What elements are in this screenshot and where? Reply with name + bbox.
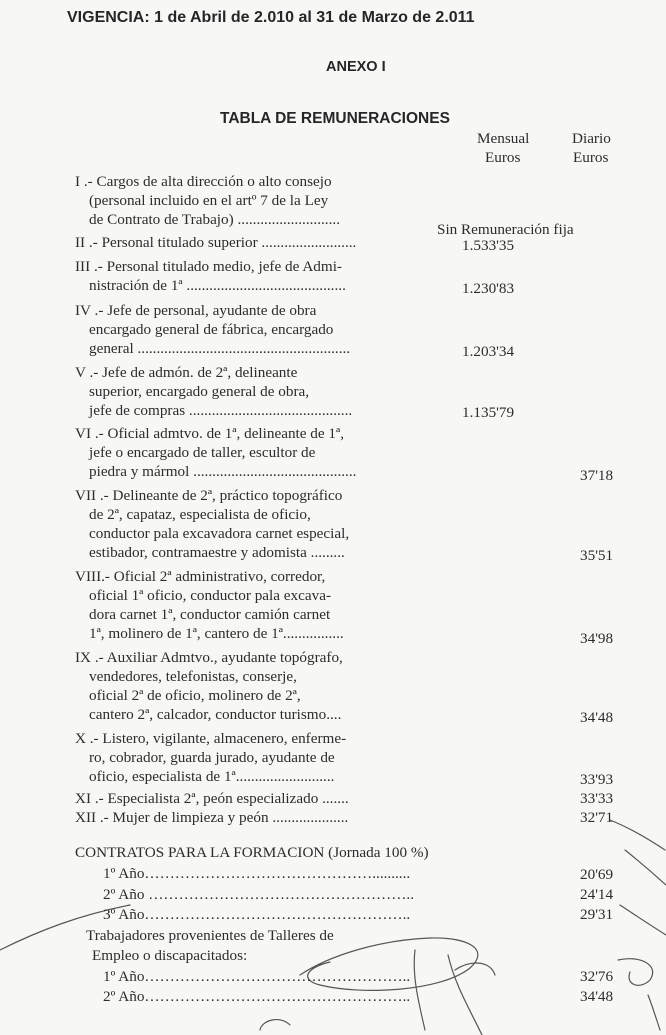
mensual-value: 1.135'79 [462,404,515,421]
category-line: general ........................................................ [89,340,351,357]
category-line: jefe o encargado de taller, escultor de [89,444,316,461]
formacion-row-value: 24'14 [580,886,614,903]
diario-value: 35'51 [580,547,614,564]
formacion-row-value: 20'69 [580,866,614,883]
diario-value: 33'93 [580,771,614,788]
category-line: III .- Personal titulado medio, jefe de Admi- [75,258,342,275]
column-header-diario: Diario [572,130,611,147]
column-header-diario-unit: Euros [573,149,609,166]
sin-remuneracion-note: Sin Remuneración fija [437,221,574,238]
category-line: IV .- Jefe de personal, ayudante de obra [75,302,317,319]
category-line: (personal incluido en el artº 7 de la Ley [89,192,329,209]
category-line: V .- Jefe de admón. de 2ª, delineante [75,364,298,381]
category-line: ro, cobrador, guarda jurado, ayudante de [89,749,335,766]
column-header-mensual: Mensual [477,130,530,147]
category-line: XII .- Mujer de limpieza y peón .................... [75,809,349,826]
category-line: oficio, especialista de 1ª.......................... [89,768,335,785]
category-line: dora carnet 1ª, conductor camión carnet [89,606,331,623]
formacion-title: CONTRATOS PARA LA FORMACION (Jornada 100 %) [75,844,429,861]
diario-value: 34'48 [580,709,614,726]
formacion-row-value: 29'31 [580,906,614,923]
mensual-value: 1.533'35 [462,237,515,254]
category-line: vendedores, telefonistas, conserje, [89,668,297,685]
mensual-value: 1.203'34 [462,343,515,360]
category-line: nistración de 1ª .......................................... [89,277,346,294]
category-line: de 2ª, capataz, especialista de oficio, [89,506,311,523]
category-line: conductor pala excavadora carnet especial, [89,525,350,542]
diario-value: 33'33 [580,790,614,807]
formacion-row-label: 1º Año……………………………………….......... [103,865,411,882]
formacion-row-label: 2º Año …………………………………………….. [103,886,414,903]
formacion-subtitle: Empleo o discapacitados: [92,947,248,964]
category-line: oficial 1ª oficio, conductor pala excava- [89,587,332,604]
diario-value: 32'71 [580,809,614,826]
formacion-subtitle: Trabajadores provenientes de Talleres de [86,927,334,944]
category-line: IX .- Auxiliar Admtvo., ayudante topógrafo, [75,649,343,666]
category-line: 1ª, molinero de 1ª, cantero de 1ª................ [89,625,344,642]
tabla-title: TABLA DE REMUNERACIONES [220,110,450,127]
column-header-mensual-unit: Euros [485,149,521,166]
formacion-row-value: 34'48 [580,988,614,1005]
category-line: VIII.- Oficial 2ª administrativo, corredor, [75,568,326,585]
diario-value: 37'18 [580,467,614,484]
formacion-row-label: 1º Año…………………………………………….. [103,968,411,985]
formacion-row-label: 3º Año…………………………………………….. [103,906,411,923]
category-line: oficial 2ª de oficio, molinero de 2ª, [89,687,301,704]
category-line: VII .- Delineante de 2ª, práctico topográfico [75,487,343,504]
category-line: II .- Personal titulado superior ......................... [75,234,357,251]
category-line: X .- Listero, vigilante, almacenero, enferme- [75,730,347,747]
category-line: encargado general de fábrica, encargado [89,321,334,338]
category-line: jefe de compras ........................................... [89,402,353,419]
category-line: cantero 2ª, calcador, conductor turismo.... [89,706,342,723]
category-line: de Contrato de Trabajo) ........................... [89,211,340,228]
category-line: piedra y mármol ........................................... [89,463,357,480]
formacion-row-label: 2º Año…………………………………………….. [103,988,411,1005]
category-line: I .- Cargos de alta dirección o alto consejo [75,173,332,190]
diario-value: 34'98 [580,630,614,647]
anexo-heading: ANEXO I [326,59,386,75]
category-line: XI .- Especialista 2ª, peón especializado ....... [75,790,349,807]
mensual-value: 1.230'83 [462,280,515,297]
vigencia-heading: VIGENCIA: 1 de Abril de 2.010 al 31 de Marzo de 2.011 [67,9,475,26]
category-line: estibador, contramaestre y adomista ......... [89,544,345,561]
category-line: VI .- Oficial admtvo. de 1ª, delineante de 1ª, [75,425,345,442]
formacion-row-value: 32'76 [580,968,614,985]
category-line: superior, encargado general de obra, [89,383,310,400]
